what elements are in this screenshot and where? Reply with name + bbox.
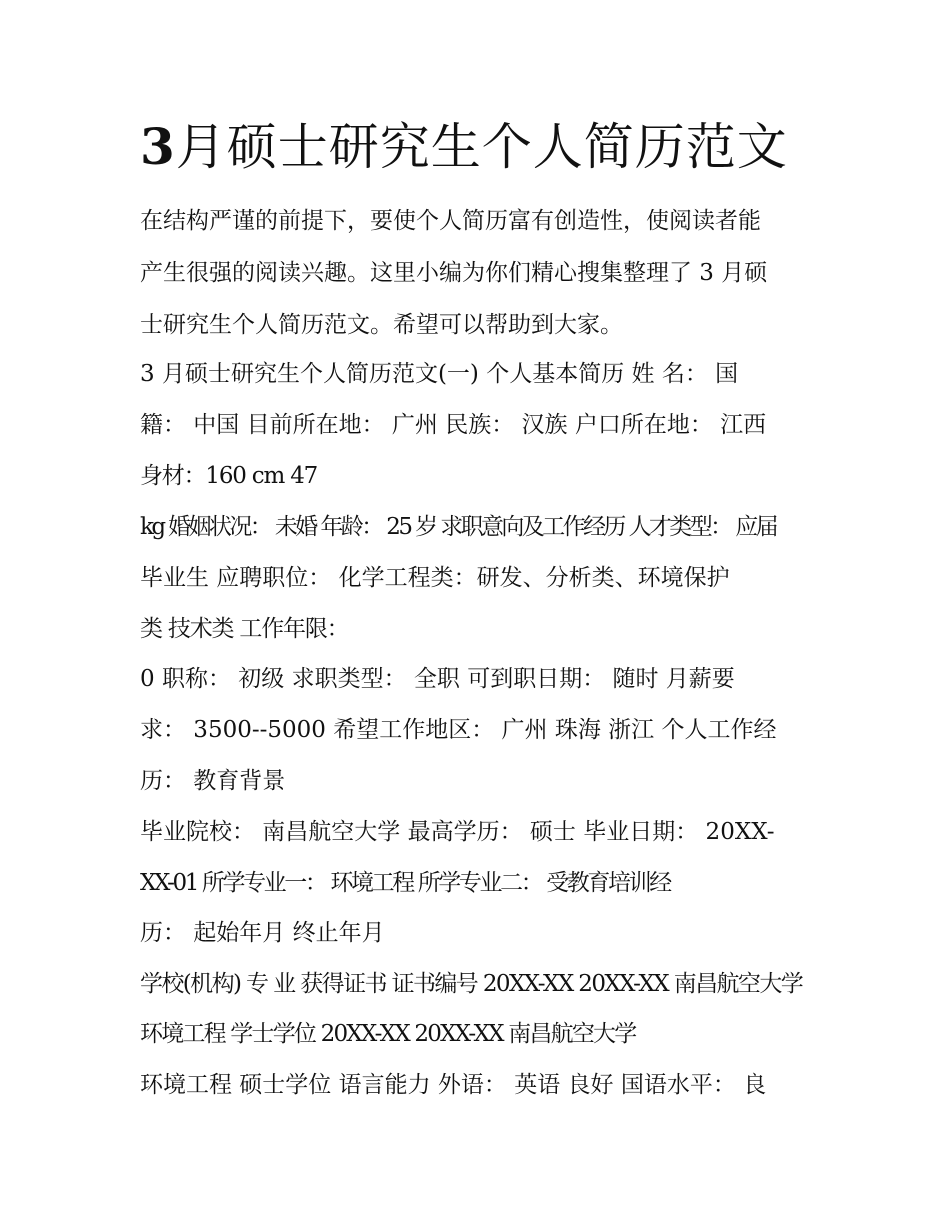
body-line: 历： 起始年月 终止年月 <box>140 920 385 946</box>
body-line: 0 职称： 初级 求职类型： 全职 可到职日期： 随时 月薪要 <box>140 666 735 692</box>
body-line: 籍： 中国 目前所在地： 广州 民族： 汉族 户口所在地： 江西 <box>140 412 767 438</box>
body-line: 求： 3500--5000 希望工作地区： 广州 珠海 浙江 个人工作经 <box>140 717 777 743</box>
body-line: 毕业生 应聘职位： 化学工程类：研发、分析类、环境保护 <box>140 565 730 591</box>
body-line: kg 婚姻状况： 未婚 年龄： 25 岁 求职意向及工作经历 人才类型： 应届 <box>140 514 777 540</box>
body-line: XX-01 所学专业一： 环境工程 所学专业二： 受教育培训经 <box>140 870 670 896</box>
body-line: 类 技术类 工作年限： <box>140 616 349 642</box>
body-line: 士研究生个人简历范文。希望可以帮助到大家。 <box>140 312 623 338</box>
body-line: 3 月硕士研究生个人简历范文(一) 个人基本简历 姓 名： 国 <box>140 361 739 387</box>
body-line: 毕业院校： 南昌航空大学 最高学历： 硕士 毕业日期： 20XX- <box>140 819 775 845</box>
body-line: 身材：160 cm 47 <box>140 463 318 489</box>
title-text: 月硕士研究生个人简历范文 <box>175 118 788 176</box>
body-line: 环境工程 学士学位 20XX-XX 20XX-XX 南昌航空大学 <box>140 1021 636 1047</box>
body-line: 环境工程 硕士学位 语言能力 外语： 英语 良好 国语水平： 良 <box>140 1072 767 1098</box>
body-line: 历： 教育背景 <box>140 768 286 794</box>
title-number: 3 <box>140 117 176 176</box>
body-line: 产生很强的阅读兴趣。这里小编为你们精心搜集整理了 3 月硕 <box>140 260 768 286</box>
body-line: 学校(机构) 专 业 获得证书 证书编号 20XX-XX 20XX-XX 南昌航空大学 <box>140 971 803 997</box>
body-line: 在结构严谨的前提下，要使个人简历富有创造性，使阅读者能 <box>140 208 761 234</box>
page-title <box>140 112 788 182</box>
